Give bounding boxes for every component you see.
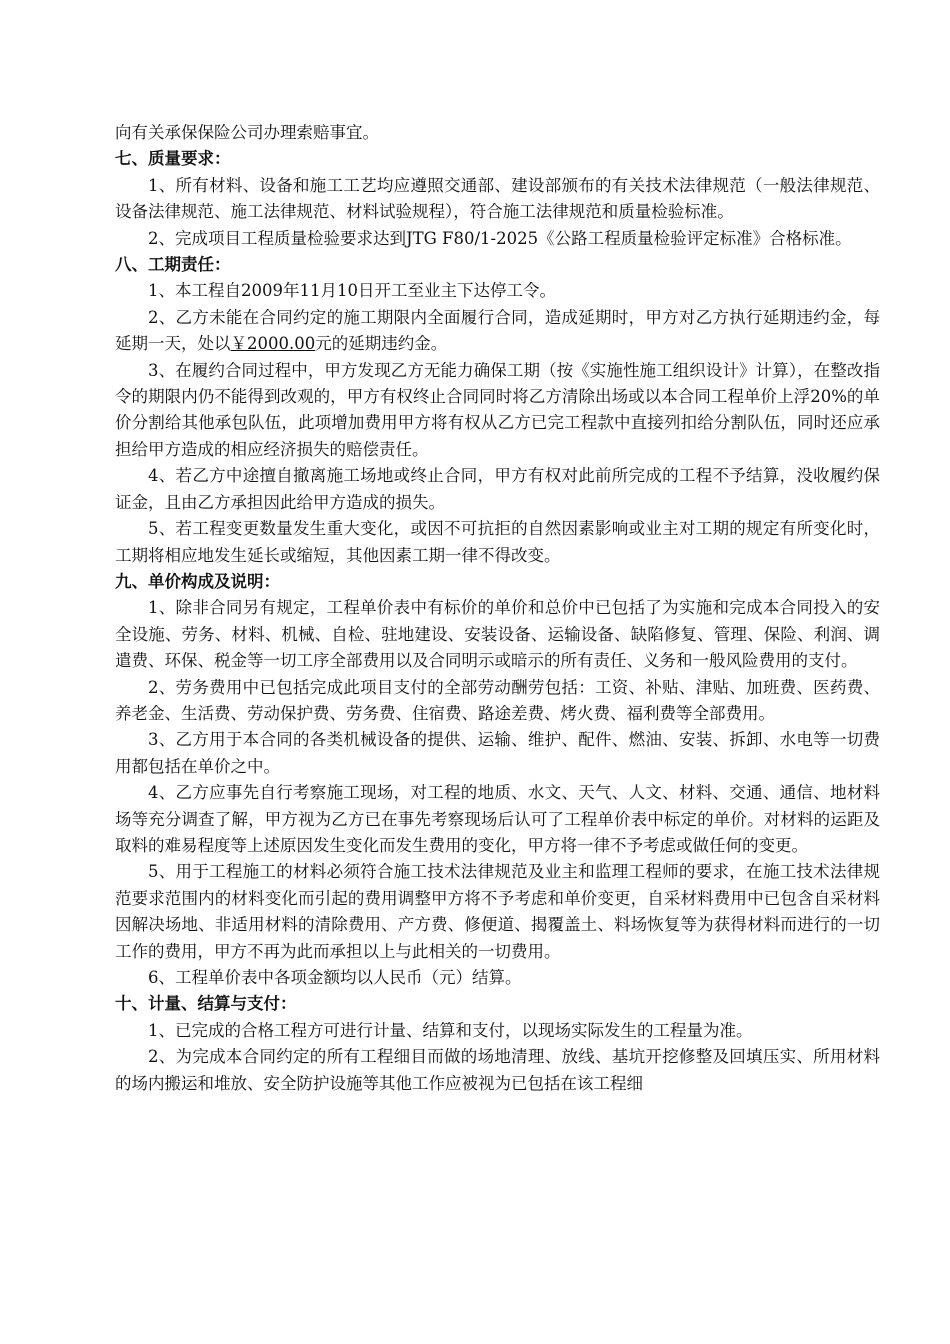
- section-10-heading: 十、计量、结算与支付：: [115, 994, 297, 1014]
- section-9-item-4: 4、乙方应事先自行考察施工现场，对工程的地质、水文、天气、人文、材料、交通、通信、地材料场等充分调查了解，甲方视为乙方已在事先考察现场后认可了工程单价表中标定的单价。对材料的运距及取料的难易程度等上述原因发生变化而发生费用的变化，甲方将一律不予考虑或做任何的变更。: [115, 783, 880, 855]
- section-8-item-5: 5、若工程变更数量发生重大变化，或因不可抗拒的自然因素影响或业主对工期的规定有所变化时，工期将相应地发生延长或缩短，其他因素工期一律不得改变。: [115, 519, 880, 565]
- section-8-item-2-text-b: 元的延期违约金。: [315, 334, 448, 354]
- section-10-item-1: 1、已完成的合格工程方可进行计量、结算和支付，以现场实际发生的工程量为准。: [148, 1020, 753, 1040]
- section-8-item-4: 4、若乙方中途擅自撤离施工场地或终止合同，甲方有权对此前所完成的工程不予结算，没收履约保证金，且由乙方承担因此给甲方造成的损失。: [115, 466, 880, 512]
- section-7-item-2: 2、完成项目工程质量检验要求达到JTG F80/1-2025《公路工程质量检验评定标准》合格标准。: [148, 228, 852, 248]
- section-10-item-2: 2、为完成本合同约定的所有工程细目而做的场地清理、放线、基坑开挖修整及回填压实、所用材料的场内搬运和堆放、安全防护设施等其他工作应被视为已包括在该工程细: [115, 1047, 880, 1093]
- section-9-item-6: 6、工程单价表中各项金额均以人民币（元）结算。: [148, 968, 522, 987]
- section-9-item-3: 3、乙方用于本合同的各类机械设备的提供、运输、维护、配件、燃油、安装、拆卸、水电等一切费用都包括在单价之中。: [115, 730, 880, 776]
- section-8-item-3: 3、在履约合同过程中，甲方发现乙方无能力确保工期（按《实施性施工组织设计》计算），在整改指令的期限内仍不能得到改观的，甲方有权终止合同同时将乙方清除出场或以本合同工程单价上浮20%的单价分割给其他承包队伍，此项增加费用甲方将有权从乙方已完工程款中直接列扣给分割队伍，同时还应承担给甲方造成的相应经济损失的赔偿责任。: [115, 360, 880, 459]
- paragraph-continuation: 向有关承保保险公司办理索赔事宜。: [115, 123, 379, 142]
- penalty-amount: ￥2000.00: [230, 334, 316, 354]
- section-9-item-5: 5、用于工程施工的材料必须符合施工技术法律规范及业主和监理工程师的要求，在施工技术法律规范要求范围内的材料变化而引起的费用调整甲方将不予考虑和单价变更，自采材料费用中已包含自采材料因解决场地、非适用材料的清除费用、产方费、修便道、揭覆盖土、料场恢复等为获得材料而进行的一切工作的费用，甲方不再为此而承担以上与此相关的一切费用。: [115, 862, 880, 961]
- section-9-item-2: 2、劳务费用中已包括完成此项目支付的全部劳动酬劳包括：工资、补贴、津贴、加班费、医药费、养老金、生活费、劳动保护费、劳务费、住宿费、路途差费、烤火费、福利费等全部费用。: [115, 677, 880, 723]
- section-7-heading: 七、质量要求：: [115, 149, 231, 169]
- section-8-item-1: 1、本工程自2009年11月10日开工至业主下达停工令。: [148, 281, 556, 301]
- section-8-heading: 八、工期责任：: [115, 255, 231, 275]
- section-8-item-2-text-a: 2、乙方未能在合同约定的施工期限内全面履行合同，造成延期时，甲方对乙方执行延期违约金，每延期一天，处以: [115, 307, 880, 354]
- section-9-heading: 九、单价构成及说明：: [115, 571, 280, 591]
- section-8-item-2: [115, 305, 880, 358]
- section-7-item-1: 1、所有材料、设备和施工工艺均应遵照交通部、建设部颁布的有关技术法律规范（一般法律规范、设备法律规范、施工法律规范、材料试验规程），符合施工法律规范和质量检验标准。: [115, 175, 880, 222]
- section-9-item-1: 1、除非合同另有规定，工程单价表中有标价的单价和总价中已包括了为实施和完成本合同投入的安全设施、劳务、材料、机械、自检、驻地建设、安装设备、运输设备、缺陷修复、管理、保险、利润、调遣费、环保、税金等一切工序全部费用以及合同明示或暗示的所有责任、义务和一般风险费用的支付。: [115, 598, 880, 671]
